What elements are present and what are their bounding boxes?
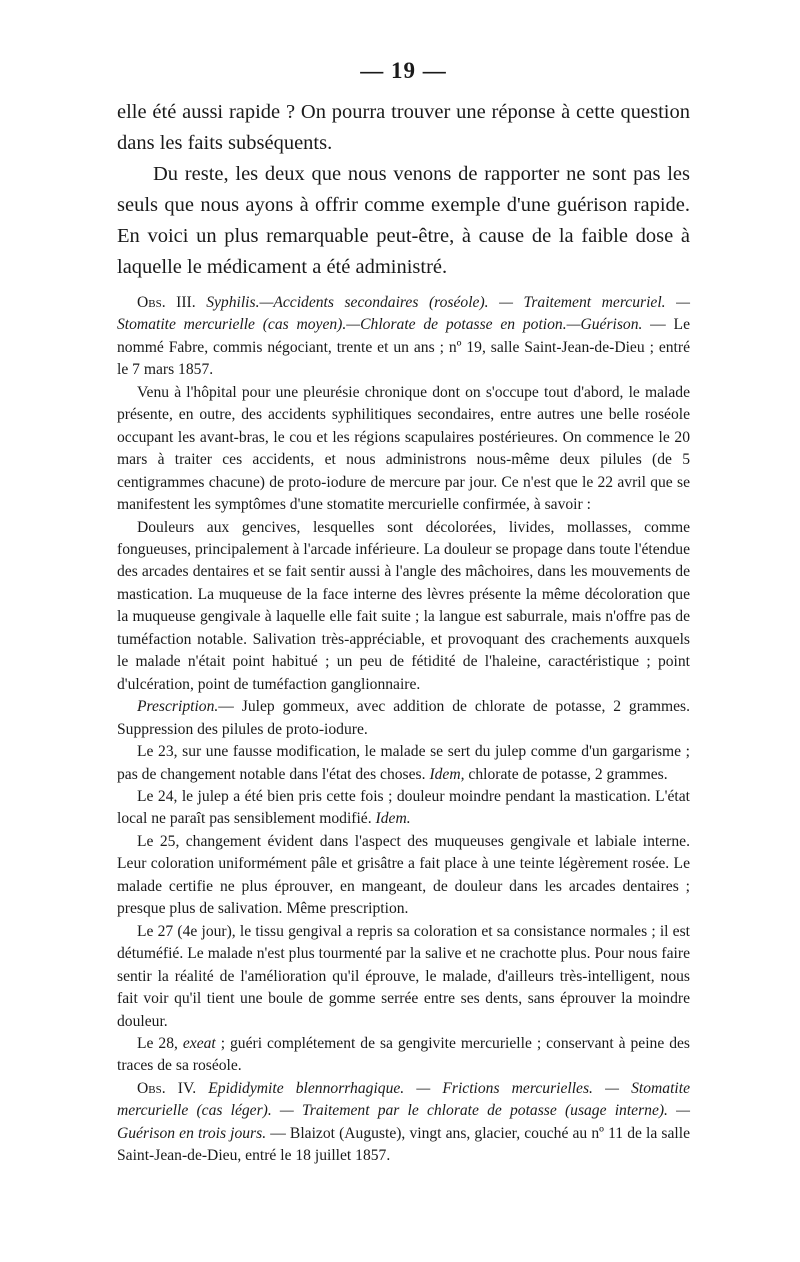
patient-info: — Le nommé Fabre, commis négociant, trente et un ans ; nº 19, salle Saint-Jean-de-Dieu ; entré le 7 mars 1857.	[117, 316, 690, 379]
paragraph: Du reste, les deux que nous venons de rapporter ne sont pas les seuls que nous ayons à offrir comme exemple d'une guérison rapide. En voici un plus remarquable peut-être, à cause de la faible dose à laquelle le médicament a été administré.	[117, 163, 690, 278]
day-23-text: Le 23, sur une fausse modification, le malade se sert du julep comme d'un gargarisme ; pas de changement notable dans l'état des choses.	[117, 743, 690, 783]
observation-label: Obs. IV.	[137, 1079, 197, 1097]
observation-title: Syphilis.—Accidents secondaires (roséole). — Traitement mercuriel. — Stomatite mercurielle (cas moyen).—Chlorate de potasse en potion.—Guérison.	[117, 294, 690, 334]
paragraph: Le 27 (4e jour), le tissu gengival a repris sa coloration et sa consistance normales ; il est détuméfié. Le malade n'est plus tourmenté par la salive et ne crachotte plus. Pour nous faire sentir la réalité de l'amélioration qu'il éprouve, le malade, d'ailleurs très-intelligent, nous fait voir qu'il tient une boule de gomme serrée entre ses dents, sans éprouver la moindre douleur.	[117, 922, 690, 1030]
observation-4	[117, 1078, 690, 1168]
exeat-word: exeat	[182, 1034, 216, 1052]
observation-heading	[117, 1078, 690, 1168]
paragraph: Venu à l'hôpital pour une pleurésie chronique dont on s'occupe tout d'abord, le malade présente, en outre, des accidents syphilitiques secondaires, entre autres une belle roséole occupant les avant-bras, le cou et les régions scapulaires postérieures. On commence le 20 mars à traiter ces accidents, et nous administrons nous-même deux pilules (de 5 centigrammes chacune) de proto-iodure de mercure par jour. Ce n'est que le 22 avril que se manifestent les symptômes d'une stomatite mercurielle confirmée, à savoir :	[117, 383, 690, 514]
prescription-label: Prescription.	[137, 698, 219, 716]
paragraph	[117, 1033, 690, 1078]
observation-label: Obs. III.	[137, 294, 196, 311]
paragraph: Douleurs aux gencives, lesquelles sont décolorées, livides, mollasses, comme fongueuses, principalement à l'arcade inférieure. La douleur se propage dans toute l'étendue des arcades dentaires et se fait sentir aussi à l'angle des mâchoires, dans les mouvements de mastication. La muqueuse de la face interne des lèvres présente la même décoloration que la muqueuse gengivale à laquelle elle fait suite ; la langue est saburrale, mais n'offre pas de tuméfaction notable. Salivation très-appréciable, et provoquant des crachements auxquels le malade n'était point habitué ; un peu de fétidité de l'haleine, caractéristique ; point d'ulcération, point de tuméfaction ganglionnaire.	[117, 518, 690, 693]
page-number: — 19 —	[360, 58, 447, 83]
day-24-text: Le 24, le julep a été bien pris cette fois ; douleur moindre pendant la mastication. L'état local ne paraît pas sensiblement modifié.	[117, 787, 690, 828]
intro-text	[117, 97, 690, 283]
observation-3	[117, 292, 690, 1078]
day-23-rest: chlorate de potasse, 2 grammes.	[464, 765, 668, 783]
day-28-text: Le 28,	[137, 1034, 178, 1052]
prescription-paragraph	[117, 696, 690, 741]
prescription-text: — Julep gommeux, avec addition de chlorate de potasse, 2 grammes. Suppression des pilules de proto-iodure.	[117, 698, 690, 738]
observation-title: Epididymite blennorrhagique. — Frictions mercurielles. — Stomatite mercurielle (cas léger). — Traitement par le chlorate de potasse (usage interne). — Guérison en trois jours.	[117, 1079, 691, 1142]
paragraph	[117, 786, 690, 831]
paragraph	[117, 741, 690, 786]
idem-word: Idem,	[429, 765, 465, 783]
patient-info: — Blaizot (Auguste), vingt ans, glacier, couché au nº 11 de la salle Saint-Jean-de-Dieu, entré le 18 juillet 1857.	[117, 1124, 690, 1165]
paragraph: Le 25, changement évident dans l'aspect des muqueuses gengivale et labiale interne. Leur coloration uniformément pâle et grisâtre a fait place à une teinte légèrement rosée. Le malade certifie ne plus éprouver, en mangeant, de douleur dans les arcades dentaires ; presque plus de salivation. Même prescription.	[117, 832, 690, 918]
observation-heading	[117, 292, 690, 382]
paragraph: elle été aussi rapide ? On pourra trouver une réponse à cette question dans les faits subséquents.	[117, 101, 690, 154]
day-28-rest: ; guéri complétement de sa gengivite mercurielle ; conservant à peine des traces de sa roséole.	[117, 1034, 690, 1075]
idem-word: Idem.	[375, 810, 411, 828]
